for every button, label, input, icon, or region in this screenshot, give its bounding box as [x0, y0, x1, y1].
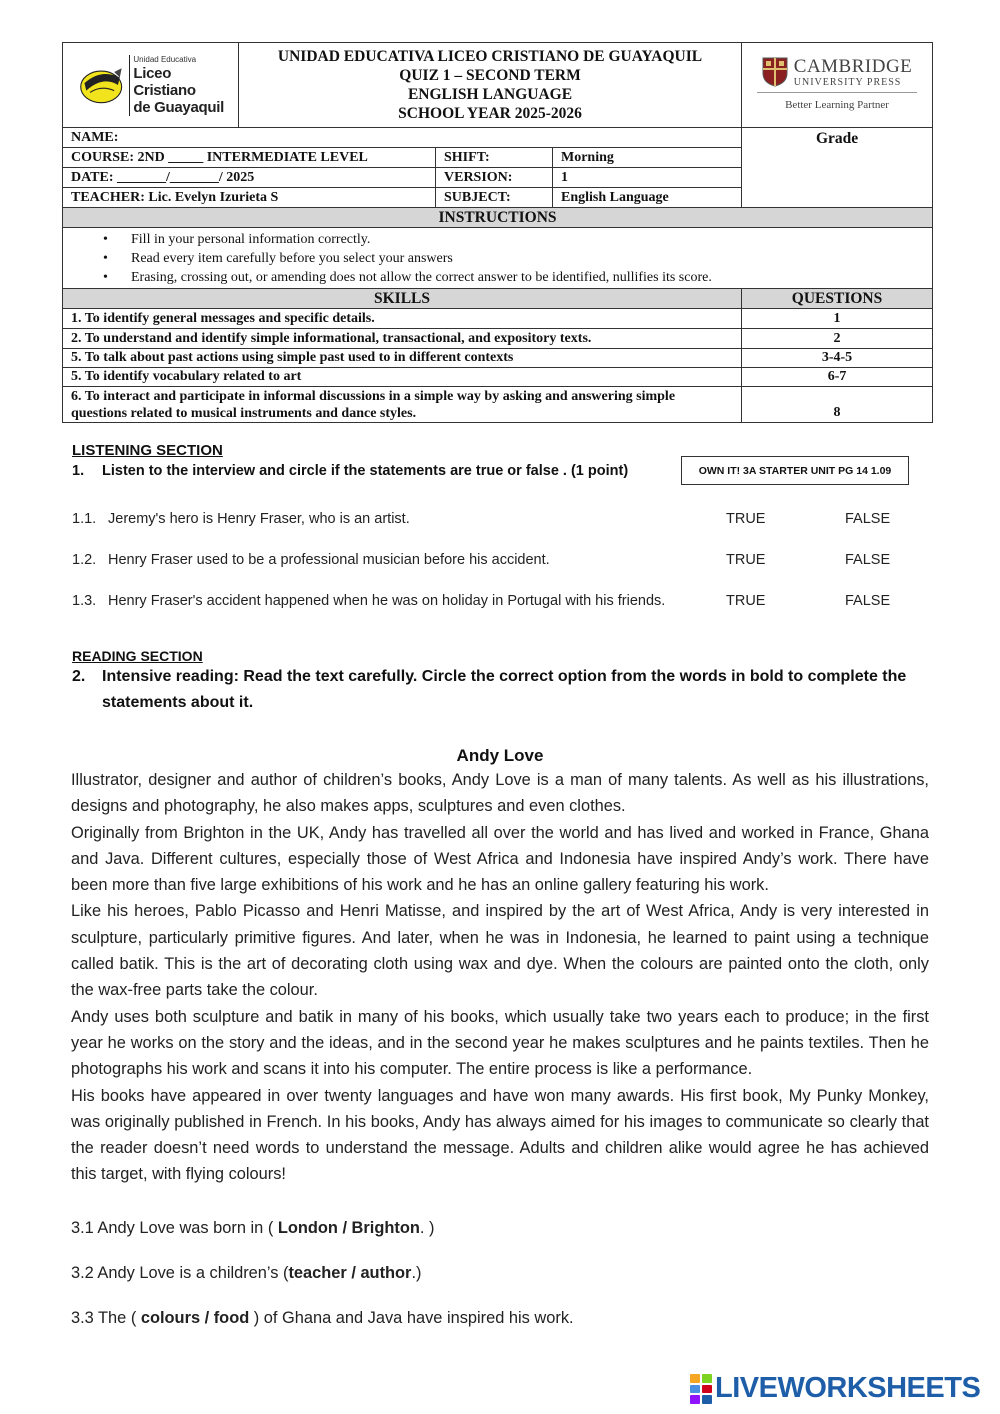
skill-text: 5. To talk about past actions using simple past used to in different contexts: [63, 349, 742, 368]
false-option[interactable]: FALSE: [845, 511, 891, 527]
name-field[interactable]: NAME:: [63, 128, 742, 148]
skill-text: 6. To interact and participate in informal discussions in a simple way by asking and answering simple questions related to musical instruments and dance styles.: [63, 387, 742, 423]
date-field[interactable]: DATE: _______/_______/ 2025: [63, 168, 436, 188]
skill-text: 5. To identify vocabulary related to art: [63, 368, 742, 387]
reading-question-number: 2.: [72, 668, 86, 685]
logo-small-text: Unidad Educativa: [133, 54, 197, 64]
passage-title: Andy Love: [456, 746, 544, 765]
passage-paragraph: Andy uses both sculpture and batik in many of his books, which usually take two years each to produce; in the first year he works on the story and the ideas, and in the second year he makes sculptures and he paints textiles. Then he photographs his work and scans it into his computer. The entire process is like a performance.: [71, 1007, 929, 1079]
title-line-1: UNIDAD EDUCATIVA LICEO CRISTIANO DE GUAYAQUIL: [277, 48, 703, 65]
version-value: 1: [553, 168, 742, 188]
grade-box[interactable]: Grade: [742, 128, 933, 208]
statement-options[interactable]: London / Brighton: [277, 1219, 420, 1237]
header-table: [62, 42, 933, 423]
shift-value: Morning: [553, 148, 742, 168]
skill-text: 2. To understand and identify simple informational, transactional, and expository texts.: [63, 329, 742, 349]
publisher-logo: [742, 43, 933, 128]
statement-number: 1.1.: [72, 511, 97, 527]
publisher-name: CAMBRIDGE: [793, 55, 913, 77]
skill-questions: 3-4-5: [742, 349, 933, 368]
instruction-item: • Read every item carefully before you select your answers: [103, 249, 932, 268]
false-option[interactable]: FALSE: [845, 552, 891, 568]
skill-questions: 8: [742, 387, 933, 423]
statement-suffix: .): [411, 1264, 422, 1282]
statement-options[interactable]: teacher / author: [288, 1264, 412, 1282]
reading-statement: [71, 1219, 434, 1238]
statement-text: Henry Fraser used to be a professional musician before his accident.: [108, 552, 550, 568]
skills-header: SKILLS: [63, 289, 742, 309]
logo-line-1: Liceo Cristiano: [133, 64, 196, 99]
subject-value: English Language: [553, 188, 742, 208]
publisher-tagline: Better Learning Partner: [785, 98, 889, 111]
passage-paragraph: Originally from Brighton in the UK, Andy has travelled all over the world and has lived and worked in France, Ghana and Java. Different cultures, especially those of West Africa and Indonesia have inspired Andy’s work. There have been more than five large exhibitions of his work and he has an online gallery featuring his work.: [71, 823, 929, 895]
title-line-2: QUIZ 1 – SECOND TERM: [399, 67, 581, 84]
title-line-3: ENGLISH LANGUAGE: [407, 86, 573, 103]
reading-statement: [71, 1264, 421, 1283]
school-logo: [63, 43, 239, 128]
liveworksheets-icon: [690, 1374, 712, 1404]
subject-label: SUBJECT:: [436, 188, 553, 208]
reading-question-line-2: statements about it.: [102, 694, 254, 711]
passage-paragraph: Like his heroes, Pablo Picasso and Henri Matisse, and inspired by the art of West Africa, Andy is very interested in sculpture, particularly primitive figures. And later, when he was in Indonesia, he learned to paint using a technique called batik. This is the art of decorating cloth using wax and dye. When the colours are painted onto the cloth, only the wax-free parts take the colour.: [71, 902, 929, 1000]
logo-line-2: de Guayaquil: [133, 98, 224, 116]
title-line-4: SCHOOL YEAR 2025-2026: [398, 105, 582, 122]
instructions-title: INSTRUCTIONS: [63, 208, 933, 228]
liveworksheets-logo[interactable]: [690, 1372, 980, 1405]
teacher-field: TEACHER: Lic. Evelyn Izurieta S: [63, 188, 436, 208]
false-option[interactable]: FALSE: [845, 593, 891, 609]
statement-suffix: ) of Ghana and Java have inspired his work.: [249, 1309, 574, 1327]
passage-paragraph: His books have appeared in over twenty languages and have won many awards. His first book, My Punky Monkey, was originally published in French. In his books, Andy has always aimed for his images to communicate so clearly that the reader doesn’t need words to understand the message. Adults and children alike would agree he has achieved this target, with flying colours!: [71, 1086, 929, 1184]
reading-section-title: READING SECTION: [72, 648, 203, 664]
statement-number: 1.3.: [72, 593, 97, 609]
reading-statement: [71, 1309, 574, 1328]
questions-header: QUESTIONS: [742, 289, 933, 309]
school-emblem-icon: [77, 63, 125, 107]
version-label: VERSION:: [436, 168, 553, 188]
publisher-sub: UNIVERSITY PRESS: [793, 76, 902, 88]
true-option[interactable]: TRUE: [726, 552, 766, 568]
statement-prefix: 3.1 Andy Love was born in (: [71, 1219, 278, 1237]
instruction-item: • Erasing, crossing out, or amending does not allow the correct answer to be identified, nullifies its score.: [103, 268, 932, 287]
skill-questions: 6-7: [742, 368, 933, 387]
quiz-title: [239, 43, 742, 128]
skill-questions: 1: [742, 309, 933, 329]
statement-number: 1.2.: [72, 552, 97, 568]
skill-questions: 2: [742, 329, 933, 349]
true-option[interactable]: TRUE: [726, 511, 766, 527]
audio-reference-box: OWN IT! 3A STARTER UNIT PG 14 1.09: [681, 456, 909, 485]
statement-options[interactable]: colours / food: [140, 1309, 250, 1327]
instruction-item: • Fill in your personal information correctly.: [103, 230, 932, 249]
listening-question-text: Listen to the interview and circle if the statements are true or false . (1 point): [102, 463, 629, 479]
instructions-list: [63, 228, 933, 289]
cambridge-shield-icon: [762, 57, 788, 87]
listening-section-title: LISTENING SECTION: [72, 442, 223, 459]
reading-question-line-1: Intensive reading: Read the text carefully. Circle the correct option from the words in bold to complete the: [102, 668, 907, 685]
statement-text: Jeremy's hero is Henry Fraser, who is an artist.: [108, 511, 410, 527]
statement-text: Henry Fraser's accident happened when he was on holiday in Portugal with his friends.: [108, 593, 666, 609]
statement-suffix: . ): [419, 1219, 435, 1237]
reading-passage: [71, 720, 929, 1188]
liveworksheets-text: LIVEWORKSHEETS: [715, 1372, 981, 1404]
statement-prefix: 3.3 The (: [71, 1309, 141, 1327]
skill-text: 1. To identify general messages and specific details.: [63, 309, 742, 329]
shift-label: SHIFT:: [436, 148, 553, 168]
passage-paragraph: Illustrator, designer and author of children’s books, Andy Love is a man of many talents. As well as his illustrations, designs and photography, he also makes apps, sculptures and even clothes.: [71, 771, 929, 816]
true-option[interactable]: TRUE: [726, 593, 766, 609]
listening-question-number: 1.: [72, 463, 85, 479]
course-field[interactable]: COURSE: 2ND _____ INTERMEDIATE LEVEL: [63, 148, 436, 168]
statement-prefix: 3.2 Andy Love is a children’s (: [71, 1264, 289, 1282]
